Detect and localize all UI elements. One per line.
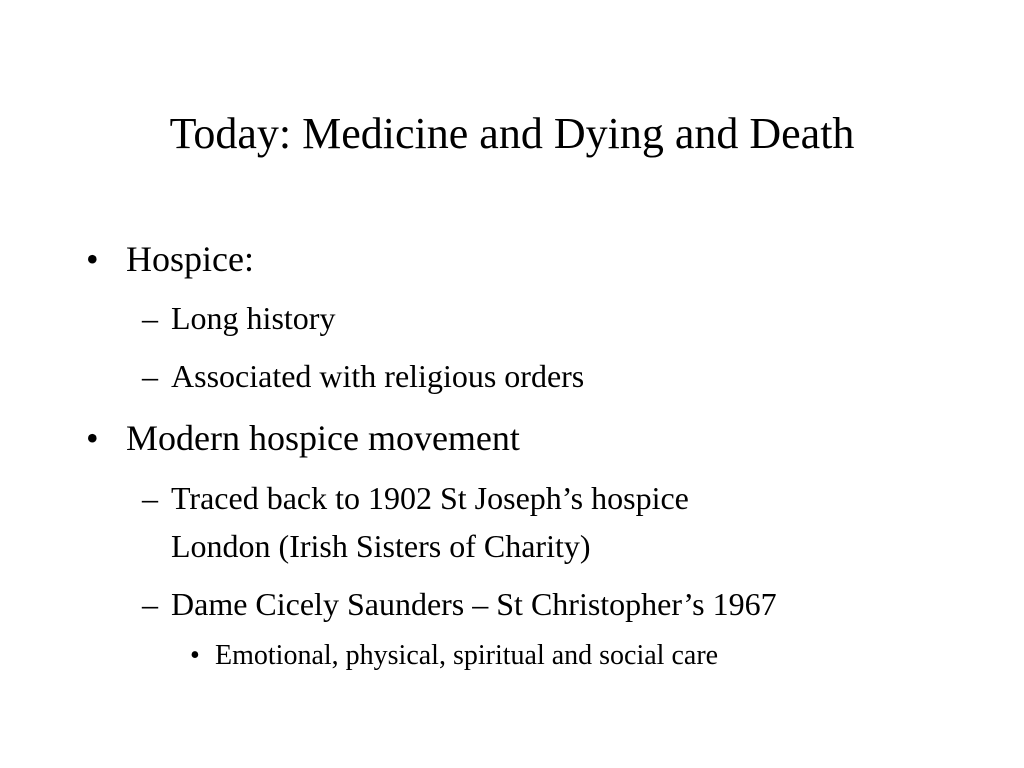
sub-bullet-religious-orders: Associated with religious orders bbox=[171, 358, 585, 394]
bullet-hospice: Hospice: bbox=[126, 239, 254, 279]
slide-title: Today: Medicine and Dying and Death bbox=[169, 109, 855, 158]
bullet-modern-hospice: Modern hospice movement bbox=[126, 418, 520, 458]
dash-marker: – bbox=[142, 358, 158, 394]
sub-bullet-st-josephs-continuation: London (Irish Sisters of Charity) bbox=[171, 528, 591, 564]
sub-bullet-st-josephs: Traced back to 1902 St Joseph’s hospice bbox=[171, 480, 689, 516]
sub-sub-bullet-care: Emotional, physical, spiritual and social care bbox=[215, 640, 719, 671]
sub-bullet-cicely-saunders: Dame Cicely Saunders – St Christopher’s 1967 bbox=[171, 586, 777, 622]
bullet-marker: • bbox=[190, 640, 200, 671]
sub-bullet-long-history: Long history bbox=[171, 300, 336, 336]
dash-marker: – bbox=[142, 480, 158, 516]
dash-marker: – bbox=[142, 300, 158, 336]
dash-marker: – bbox=[142, 586, 158, 622]
bullet-marker: • bbox=[86, 418, 99, 458]
bullet-marker: • bbox=[86, 239, 99, 279]
